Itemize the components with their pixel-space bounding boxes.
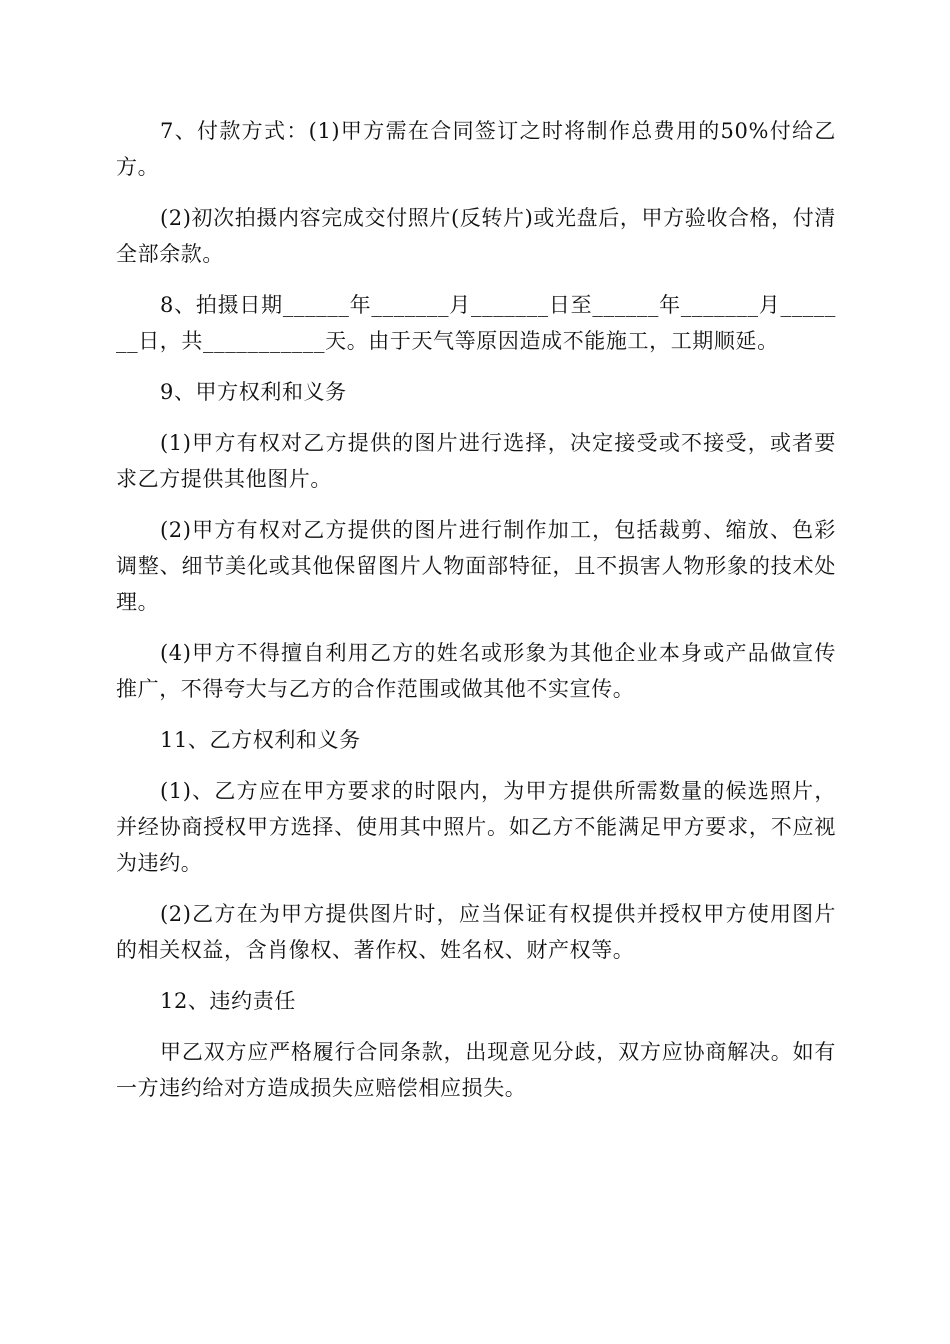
clause-7-payment-method: 7、付款方式：(1)甲方需在合同签订之时将制作总费用的50%付给乙方。 bbox=[116, 119, 836, 179]
clause-9-item-1: (1)甲方有权对乙方提供的图片进行选择，决定接受或不接受，或者要求乙方提供其他图片。 bbox=[116, 431, 836, 491]
document-body bbox=[116, 113, 836, 1121]
clause-12-heading: 12、违约责任 bbox=[160, 989, 296, 1013]
clause-12-body: 甲乙双方应严格履行合同条款，出现意见分歧，双方应协商解决。如有一方违约给对方造成损失应赔偿相应损失。 bbox=[116, 1040, 836, 1100]
clause-11-item-2: (2)乙方在为甲方提供图片时，应当保证有权提供并授权甲方使用图片的相关权益，含肖像权、著作权、姓名权、财产权等。 bbox=[116, 902, 836, 962]
clause-8-shooting-dates: 8、拍摄日期______年_______月_______日至______年_______月_______日，共___________天。由于天气等原因造成不能施工，工期顺延。 bbox=[116, 293, 836, 353]
clause-9-item-4: (4)甲方不得擅自利用乙方的姓名或形象为其他企业本身或产品做宣传推广，不得夸大与乙方的合作范围或做其他不实宣传。 bbox=[116, 641, 836, 701]
clause-7-final-payment: (2)初次拍摄内容完成交付照片(反转片)或光盘后，甲方验收合格，付清全部余款。 bbox=[116, 206, 836, 266]
clause-9-item-2: (2)甲方有权对乙方提供的图片进行制作加工，包括裁剪、缩放、色彩调整、细节美化或其他保留图片人物面部特征，且不损害人物形象的技术处理。 bbox=[116, 518, 836, 614]
clause-11-heading: 11、乙方权利和义务 bbox=[160, 728, 361, 752]
clause-11-item-1: (1)、乙方应在甲方要求的时限内，为甲方提供所需数量的候选照片，并经协商授权甲方选择、使用其中照片。如乙方不能满足甲方要求，不应视为违约。 bbox=[116, 779, 836, 875]
clause-9-heading: 9、甲方权利和义务 bbox=[160, 380, 347, 404]
